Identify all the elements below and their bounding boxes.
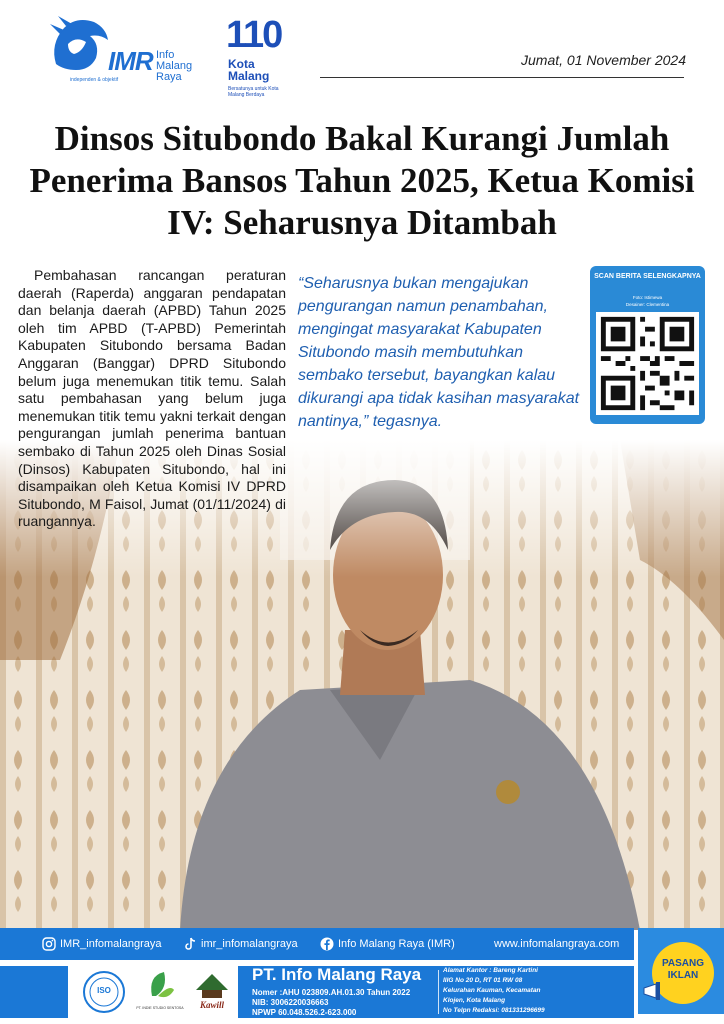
address-phone: No Telpn Redaksi: 081331296699 bbox=[443, 1007, 545, 1014]
lion-icon bbox=[46, 14, 116, 76]
social-instagram[interactable] bbox=[42, 928, 162, 960]
company-registration: Nomer :AHU 023809.AH.01.30 Tahun 2022 bbox=[252, 988, 411, 997]
partner-logos bbox=[68, 966, 238, 1018]
address-line: Alamat Kantor : Bareng Kartini bbox=[443, 967, 538, 974]
anniv-malang: Malang bbox=[228, 69, 270, 83]
anniversary-logo bbox=[226, 14, 296, 104]
anniv-number: 110 bbox=[226, 14, 282, 56]
company-name: PT. Info Malang Raya bbox=[252, 965, 422, 984]
advertise-line: PASANG bbox=[661, 958, 705, 969]
anniv-city bbox=[228, 58, 269, 82]
advertise-line: IKLAN bbox=[667, 970, 699, 981]
kawill-logo bbox=[188, 966, 236, 1018]
company-nib: NIB: 3006220036663 bbox=[252, 998, 329, 1007]
brand-name-line: Info bbox=[156, 49, 175, 61]
advertise-button[interactable] bbox=[638, 928, 724, 1014]
qr-code[interactable] bbox=[596, 312, 699, 415]
instagram-handle: IMR_infomalangraya bbox=[60, 938, 162, 950]
address-line: Klojen, Kota Malang bbox=[443, 997, 506, 1004]
house-icon bbox=[188, 966, 236, 1000]
indie-studio-text: PT. INDIE STUDIO SENTOSA bbox=[136, 1006, 184, 1010]
facebook-icon bbox=[320, 937, 334, 951]
qr-panel[interactable] bbox=[590, 266, 705, 424]
brand-name bbox=[156, 50, 192, 83]
pull-quote: “Seharusnya bukan mengajukan pengurangan namun penambahan, mengingat masyarakat Kabupaten Situbondo masih membutuhkan sembako tersebut, bayangkan kalau dikurangi apa tidak kasihan masyarakat nantinya,” tegasnya. bbox=[298, 275, 580, 430]
iso-logo bbox=[76, 966, 132, 1018]
website-link[interactable]: www.infomalangraya.com bbox=[494, 938, 620, 950]
megaphone-icon bbox=[642, 980, 672, 1002]
headline: Dinsos Situbondo Bakal Kurangi Jumlah Penerima Bansos Tahun 2025, Ketua Komisi IV: Seharusnya Ditambah bbox=[29, 119, 695, 242]
date-rule bbox=[320, 77, 684, 78]
iso-logo-text: ISO bbox=[97, 986, 111, 995]
indie-studio-logo bbox=[134, 966, 186, 1018]
anniv-kota: Kota bbox=[228, 57, 255, 71]
address-line: IIIG No 20 D, RT 01 RW 08 bbox=[443, 977, 523, 984]
tiktok-handle: imr_infomalangraya bbox=[201, 938, 298, 950]
footer-divider bbox=[438, 970, 439, 1014]
facebook-handle: Info Malang Raya (IMR) bbox=[338, 938, 455, 950]
brand-name-line: Raya bbox=[156, 71, 182, 83]
anniv-sub: Bersatunya untuk Kota Malang Berdaya bbox=[228, 86, 279, 98]
tiktok-icon bbox=[184, 937, 197, 951]
brand-word: IMR bbox=[108, 46, 153, 76]
article-body: Pembahasan rancangan peraturan daerah (Raperda) anggaran pendapatan dan belanja daerah (APBD) Tahun 2025 oleh tim APBD (T-APBD) Pemerintah Kabupaten Situbondo bersama Badan Anggaran (Banggar) DPRD Situbondo belum juga menemukan titik temu. Salah satu pembahasan yang belum juga menemukan titik temu yakni terkait dengan pengurangan jumlah penerima bantuan sembako di Tahun 2025 oleh Dinas Sosial (Dinsos) Kabupaten Situbondo, hal ini disampaikan oleh Ketua Komisi IV DPRD Situbondo, M Faisol, Jumat (01/11/2024) di ruangannya. bbox=[18, 267, 286, 530]
qr-code-icon bbox=[596, 312, 699, 415]
address-line: Kelurahan Kauman, Kecamatan bbox=[443, 987, 541, 994]
instagram-icon bbox=[42, 937, 56, 951]
qr-designer-credit: Desainer: Clementina bbox=[625, 302, 670, 307]
company-npwp: NPWP 60.048.526.2-623.000 bbox=[252, 1008, 357, 1017]
company-address bbox=[443, 966, 633, 1016]
publish-date: Jumat, 01 November 2024 bbox=[521, 52, 686, 68]
kawill-text: Kawill bbox=[199, 1000, 224, 1010]
imr-logo bbox=[46, 14, 216, 84]
social-bar bbox=[0, 928, 634, 960]
brand-tagline: independen & objektif bbox=[70, 77, 119, 83]
social-tiktok[interactable] bbox=[184, 928, 298, 960]
leaf-icon bbox=[134, 966, 186, 1006]
brand-name-line: Malang bbox=[156, 60, 193, 72]
qr-photo-credit: Foto: Istimewa bbox=[632, 295, 663, 300]
advertise-label bbox=[652, 958, 714, 982]
qr-title: SCAN BERITA SELENGKAPNYA bbox=[594, 273, 701, 280]
social-facebook[interactable] bbox=[320, 928, 455, 960]
